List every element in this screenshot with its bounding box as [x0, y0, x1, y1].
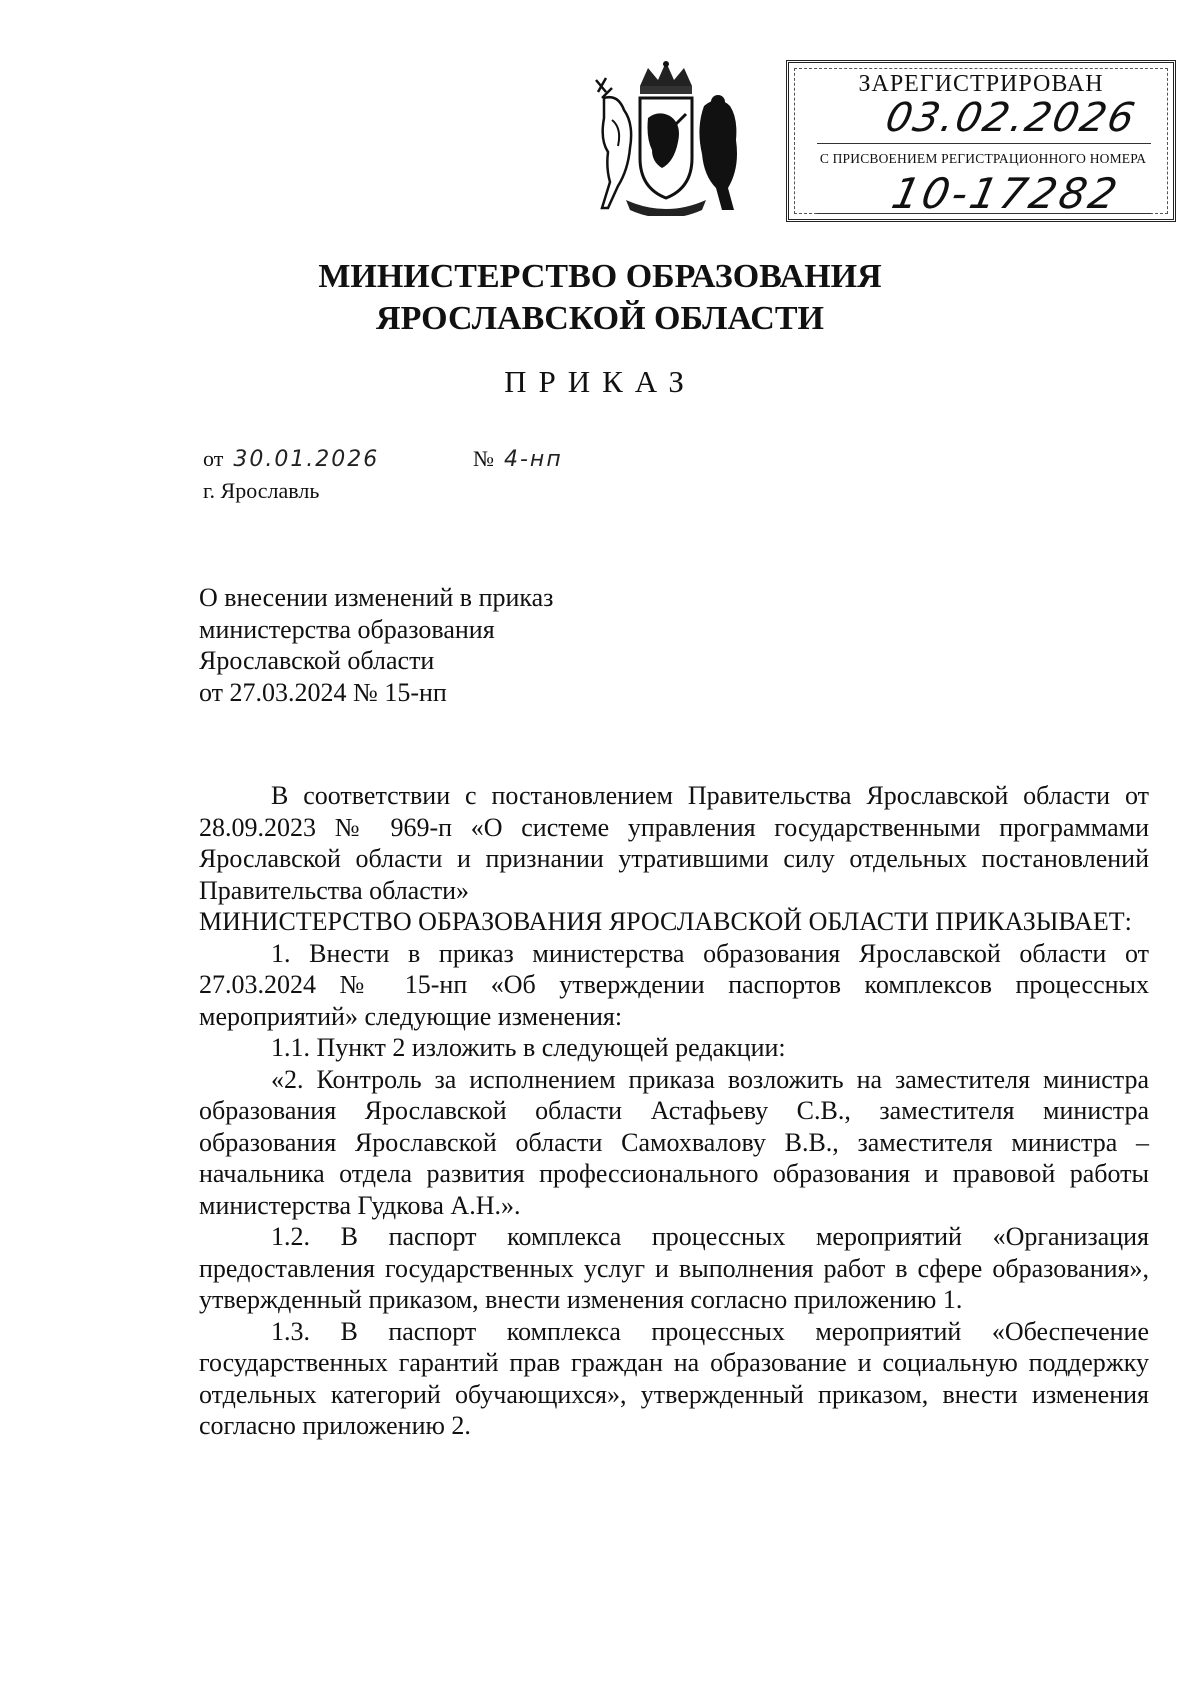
order-city: г. Ярославль — [203, 478, 320, 503]
date-label: от — [203, 446, 224, 471]
ministry-title — [0, 256, 1200, 340]
subject-line: министерства образования — [199, 614, 495, 644]
stamp-caption: С ПРИСВОЕНИЕМ РЕГИСТРАЦИОННОГО НОМЕРА — [819, 151, 1147, 166]
item-1-2-paragraph: 1.2. В паспорт комплекса процессных мероприятий «Организация предоставления государственных услуг и выполнения работ в сфере образования», утвержденный приказом, внести изменения согласно приложению 1. — [199, 1222, 1149, 1314]
order-body — [199, 780, 1149, 1442]
stamp-underline — [817, 143, 1151, 144]
subject-line: Ярославской области — [199, 646, 435, 675]
order-date-line — [203, 446, 379, 472]
registration-stamp — [786, 60, 1176, 222]
stamp-registration-date: 03.02.2026 — [881, 95, 1141, 141]
order-subject — [199, 582, 553, 708]
preamble-paragraph: В соответствии с постановлением Правительства Ярославской области от 28.09.2023 № 969-п «О системе управления государственными программами Ярославской области и признании утратившими силу отдельных постановлений Правительства области» — [199, 781, 1149, 905]
subject-line: О внесении изменений в приказ — [199, 583, 554, 612]
item-1-paragraph: 1. Внести в приказ министерства образования Ярославской области от 27.03.2024 № 15-нп «Об утверждении паспортов комплексов процессных мероприятий» следующие изменения: — [199, 938, 1149, 1031]
item-1-1-paragraph: 1.1. Пункт 2 изложить в следующей редакции: — [271, 1033, 786, 1062]
orders-paragraph: МИНИСТЕРСТВО ОБРАЗОВАНИЯ ЯРОСЛАВСКОЙ ОБЛАСТИ ПРИКАЗЫВАЕТ: — [199, 907, 1132, 936]
order-date-handwritten: 30.01.2026 — [233, 447, 380, 472]
stamp-title: ЗАРЕГИСТРИРОВАН — [858, 71, 1104, 97]
document-type: ПРИКАЗ — [504, 364, 696, 399]
ministry-title-line: ЯРОСЛАВСКОЙ ОБЛАСТИ — [376, 300, 824, 337]
subject-line: от 27.03.2024 № 15-нп — [199, 677, 447, 707]
ministry-title-line: МИНИСТЕРСТВО ОБРАЗОВАНИЯ — [318, 258, 882, 295]
stamp-underline — [817, 213, 1151, 214]
item-1-1-text-paragraph: «2. Контроль за исполнением приказа возложить на заместителя министра образования Ярославской области Астафьеву С.В., заместителя министра образования Ярославской области Самохвалову В.В., заместителя министра – начальника отдела развития профессионального образования и правовой работы министерства Гудкова А.Н.». — [199, 1064, 1149, 1220]
number-label: № — [473, 446, 494, 471]
stamp-registration-number: 10-17282 — [887, 169, 1125, 218]
order-number-handwritten: 4-нп — [504, 447, 563, 472]
item-1-3-paragraph: 1.3. В паспорт комплекса процессных мероприятий «Обеспечение государственных гарантий прав граждан на образование и социальную поддержку отдельных категорий обучающихся», утвержденный приказом, внести изменения согласно приложению 2. — [199, 1316, 1149, 1440]
coat-of-arms-emblem — [578, 58, 754, 216]
order-number-line — [473, 446, 563, 472]
